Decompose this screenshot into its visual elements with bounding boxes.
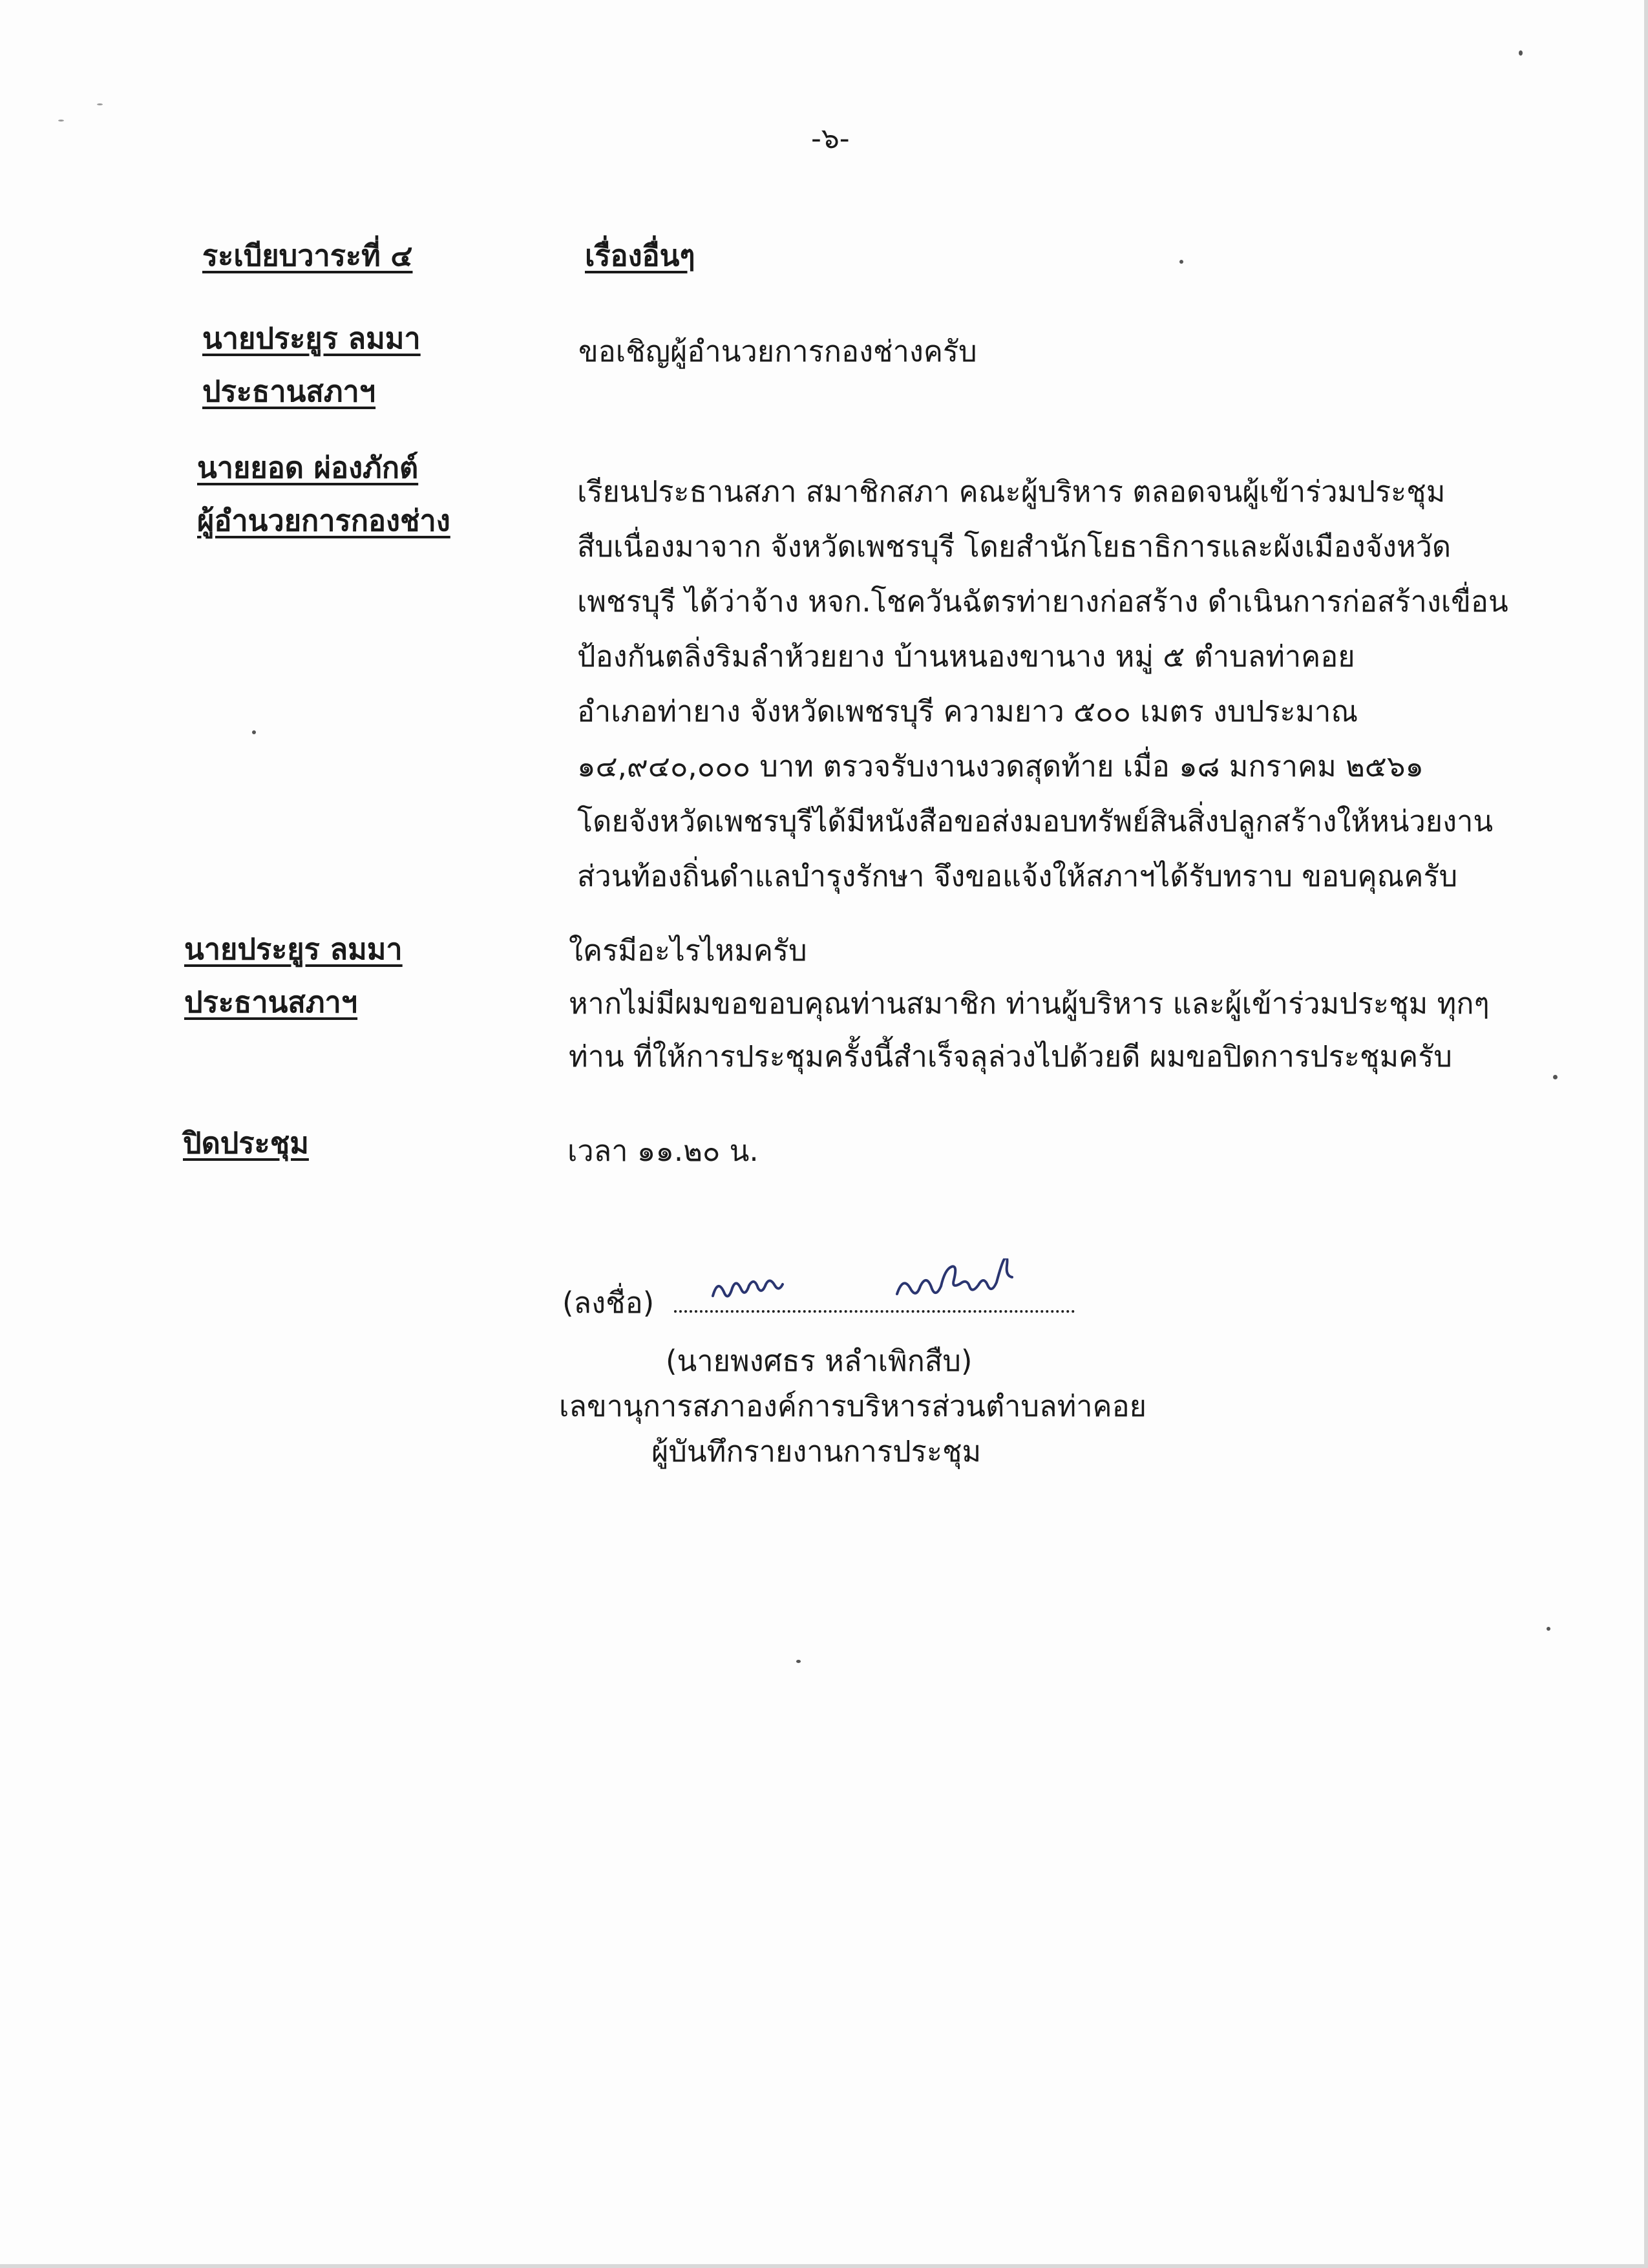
scan-speck [97,103,103,105]
handwritten-signature [674,1258,1075,1310]
signature-prefix: (ลงชื่อ) [562,1286,655,1320]
speaker-name: นายประยูร ลมมา [184,932,403,966]
closing-label [183,1117,309,1170]
speech-line: ๑๔,๙๔๐,๐๐๐ บาท ตรวจรับงานงวดสุดท้าย เมื่อ ๑๘ มกราคม ๒๕๖๑ [577,749,1424,783]
speech-line: ขอเชิญผู้อำนวยการกองช่างครับ [578,334,977,368]
speaker-label [197,441,450,547]
signer-role [651,1425,981,1478]
scan-speck [1553,1075,1558,1079]
speaker-name: นายยอด ผ่องภักต์ [197,450,419,485]
speech-line: ท่าน ที่ให้การประชุมครั้งนี้สำเร็จลุล่วงไปด้วยดี ผมขอปิดการประชุมครับ [569,1039,1452,1074]
speech-line: เรียนประธานสภา สมาชิกสภา คณะผู้บริหาร ตลอดจนผู้เข้าร่วมประชุม [577,474,1446,509]
position-line-1: เลขานุการสภาองค์การบริหารส่วนตำบลท่าคอย [559,1389,1147,1423]
speech-line: ส่วนท้องถิ่นดำแลบำรุงรักษา จึงขอแจ้งให้สภาฯได้รับทราบ ขอบคุณครับ [577,859,1458,893]
scan-speck [796,1660,801,1663]
signature-line [562,1277,1075,1330]
speech-block [569,924,1490,1083]
speaker-role: ผู้อำนวยการกองช่าง [197,503,450,538]
speaker-name: นายประยูร ลมมา [202,321,421,355]
scan-speck [1547,1627,1550,1631]
closing-time [567,1125,759,1178]
speech-line: เพชรบุรี ได้ว่าจ้าง หจก.โชควันฉัตรท่ายางก่อสร้าง ดำเนินการก่อสร้างเขื่อน [577,584,1508,619]
scan-edge [0,2264,1648,2268]
scan-speck [1519,50,1523,56]
closing-heading: ปิดประชุม [183,1126,309,1160]
speaker-role: ประธานสภาฯ [184,985,358,1019]
agenda-number: ระเบียบวาระที่ ๔ [202,238,413,273]
speech-block [577,464,1508,904]
speech-block [578,325,977,378]
speech-line: โดยจังหวัดเพชรบุรีได้มีหนังสือขอส่งมอบทรัพย์สินสิ่งปลูกสร้างให้หน่วยงาน [577,804,1494,838]
speaker-label [202,312,421,418]
agenda-label [202,229,412,282]
speech-line: ป้องกันตลิ่งริมลำห้วยยาง บ้านหนองขานาง หมู่ ๕ ตำบลท่าคอย [577,639,1355,673]
speech-line: อำเภอท่ายาง จังหวัดเพชรบุรี ความยาว ๕๐๐ เมตร งบประมาณ [577,694,1358,728]
agenda-title [585,229,695,282]
speaker-label [184,923,403,1029]
closing-time-text: เวลา ๑๑.๒๐ น. [567,1134,759,1168]
printed-name-text: (นายพงศธร หลำเพิกสืบ) [666,1344,973,1378]
position-line-2: ผู้บันทึกรายงานการประชุม [651,1434,982,1468]
speech-line: ใครมีอะไรไหมครับ [569,933,807,968]
scan-speck [58,120,64,122]
scan-speck [252,730,256,734]
agenda-title-text: เรื่องอื่นๆ [585,238,695,273]
scan-speck [1179,260,1183,264]
scan-edge [1644,0,1648,2268]
page-number: -๖- [811,122,850,155]
speaker-role: ประธานสภาฯ [202,374,376,408]
speech-line: สืบเนื่องมาจาก จังหวัดเพชรบุรี โดยสำนักโยธาธิการและผังเมืองจังหวัด [577,529,1452,564]
speech-line: หากไม่มีผมขอขอบคุณท่านสมาชิก ท่านผู้บริหาร และผู้เข้าร่วมประชุม ทุกๆ [569,986,1490,1021]
signature-dotted-line [674,1292,1075,1313]
